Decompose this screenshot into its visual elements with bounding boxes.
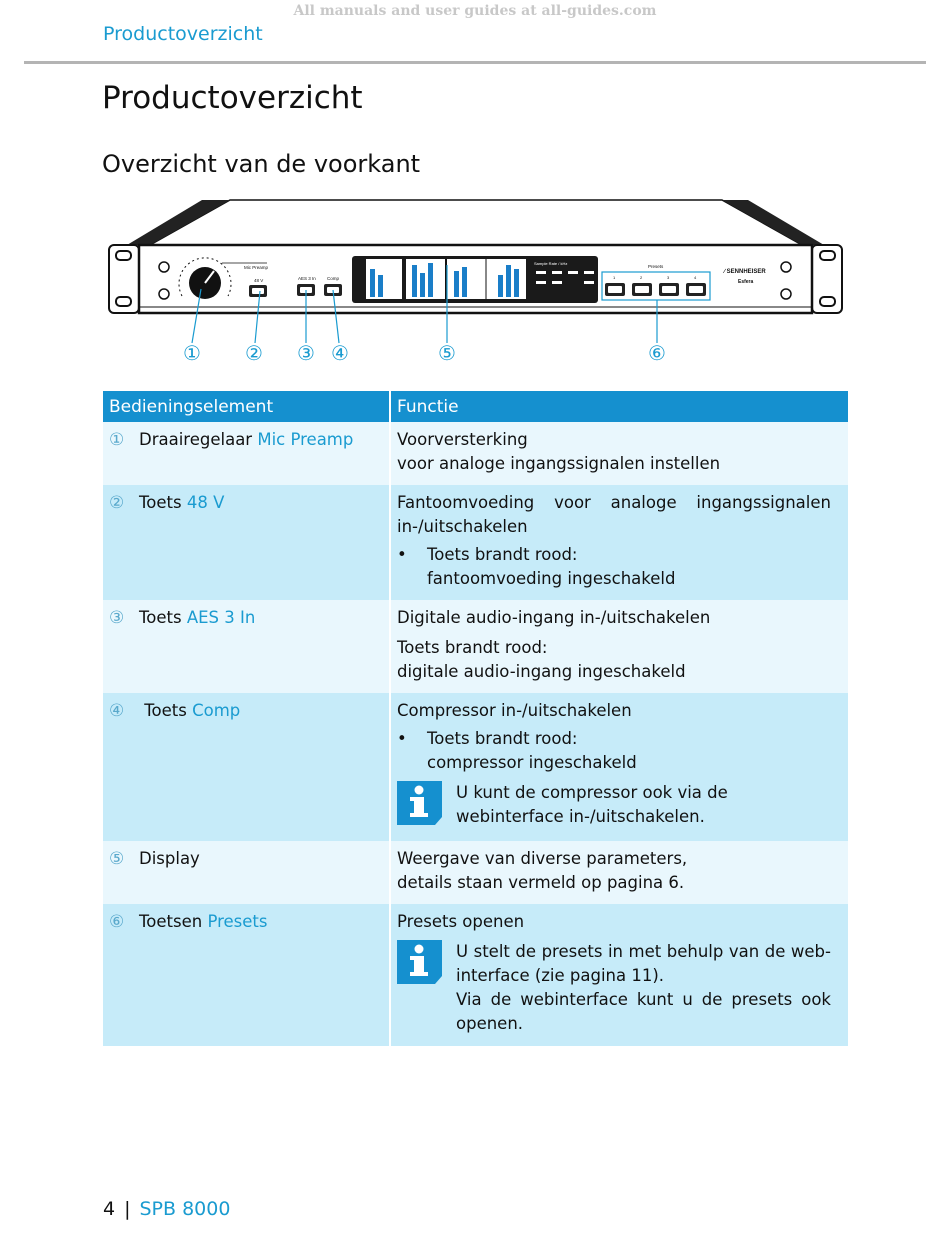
table-row [103, 841, 848, 904]
watermark: All manuals and user guides at all-guides.com [293, 3, 657, 19]
section-title: Overzicht van de voorkant [102, 150, 421, 178]
control-cell [103, 422, 390, 485]
table-row [103, 485, 848, 600]
bullet-icon: • [397, 545, 407, 564]
svg-text:48 V: 48 V [254, 278, 264, 283]
control-cell [103, 693, 390, 841]
page-number: 4 [103, 1198, 116, 1220]
bullet-text: Toets brandt rood: [427, 545, 578, 564]
table-row [103, 600, 848, 693]
control-prefix: Toets [139, 608, 187, 627]
column-header-control: Bedieningselement [103, 391, 390, 422]
bullet-item [397, 543, 831, 591]
bullet-text: Toets brandt rood: [427, 729, 578, 748]
function-text: Weergave van diverse parameters, [397, 849, 688, 868]
function-cell [390, 904, 848, 1046]
function-text: Toets brandt rood: [397, 638, 548, 657]
table-row [103, 422, 848, 485]
product-model: SPB 8000 [139, 1198, 231, 1220]
function-text: Voorversterking [397, 430, 528, 449]
function-text: Compressor in-/uitschakelen [397, 701, 632, 720]
function-cell [390, 422, 848, 485]
function-text: Presets openen [397, 912, 525, 931]
control-cell [103, 600, 390, 693]
controls-table [103, 391, 848, 1046]
svg-text:1: 1 [613, 275, 616, 280]
control-prefix: Display [139, 849, 200, 868]
control-cell [103, 485, 390, 600]
table-row [103, 904, 848, 1046]
svg-text:Sample Rate / kHz: Sample Rate / kHz [534, 261, 568, 266]
device-illustration [102, 195, 848, 370]
bullet-item [397, 727, 831, 775]
svg-text:∕ SENNHEISER: ∕ SENNHEISER [724, 269, 766, 275]
svg-text:Esfera: Esfera [738, 279, 754, 285]
callout-4: ④ [331, 341, 349, 365]
control-name: Comp [192, 701, 241, 720]
function-text: voor analoge ingangssignalen instellen [397, 454, 721, 473]
info-note [397, 781, 831, 832]
row-number: ⑤ [109, 849, 125, 869]
control-prefix: Toetsen [139, 912, 208, 931]
control-name: Mic Preamp [257, 430, 354, 449]
info-note [397, 940, 831, 1036]
row-number: ⑥ [109, 912, 125, 932]
bullet-text: fantoomvoeding ingeschakeld [427, 569, 676, 588]
svg-text:2: 2 [640, 275, 643, 280]
row-number: ① [109, 430, 125, 450]
page-title: Productoverzicht [102, 80, 363, 116]
note-text: U kunt de compressor ook via de webinterface in-/uitschakelen. [456, 783, 728, 826]
function-cell [390, 841, 848, 904]
note-text: Via de webinterface kunt u de presets ook openen. [456, 990, 831, 1033]
page-footer [103, 1198, 230, 1220]
bullet-icon: • [397, 729, 407, 748]
row-number: ④ [109, 701, 125, 721]
row-number: ② [109, 493, 125, 513]
function-cell [390, 600, 848, 693]
callout-5: ⑤ [438, 341, 456, 365]
control-cell [103, 841, 390, 904]
callout-6: ⑥ [648, 341, 666, 365]
function-text: details staan vermeld op pagina 6. [397, 873, 685, 892]
table-row [103, 693, 848, 841]
svg-text:Comp: Comp [327, 276, 340, 281]
control-name: Presets [207, 912, 268, 931]
function-text: Digitale audio-ingang in-/uitschakelen [397, 608, 711, 627]
svg-text:3: 3 [667, 275, 670, 280]
bullet-text: compressor ingeschakeld [427, 753, 637, 772]
header-divider [24, 61, 926, 64]
note-text: U stelt de presets in met behulp van de webinterface (zie pagina 11). [456, 942, 831, 985]
svg-text:Mic Preamp: Mic Preamp [244, 265, 269, 270]
function-text: digitale audio-ingang ingeschakeld [397, 662, 686, 681]
svg-text:4: 4 [694, 275, 697, 280]
info-icon [397, 781, 456, 832]
function-text: Fantoomvoeding voor analoge ingangssignalen in-/uitschakelen [397, 493, 831, 536]
function-cell [390, 485, 848, 600]
control-prefix: Toets [144, 701, 193, 720]
footer-separator: | [124, 1198, 131, 1220]
callout-2: ② [245, 341, 263, 365]
control-cell [103, 904, 390, 1046]
control-prefix: Toets [139, 493, 187, 512]
row-number: ③ [109, 608, 125, 628]
control-name: AES 3 In [186, 608, 256, 627]
control-name: 48 V [186, 493, 225, 512]
callout-1: ① [183, 341, 201, 365]
callout-3: ③ [297, 341, 315, 365]
svg-text:Presets: Presets [648, 264, 664, 269]
control-prefix: Draairegelaar [139, 430, 258, 449]
running-head: Productoverzicht [103, 23, 263, 45]
svg-text:AES 3 In: AES 3 In [298, 276, 316, 281]
info-icon [397, 940, 456, 1036]
table-header-row [103, 391, 848, 422]
function-cell [390, 693, 848, 841]
column-header-function: Functie [390, 391, 848, 422]
